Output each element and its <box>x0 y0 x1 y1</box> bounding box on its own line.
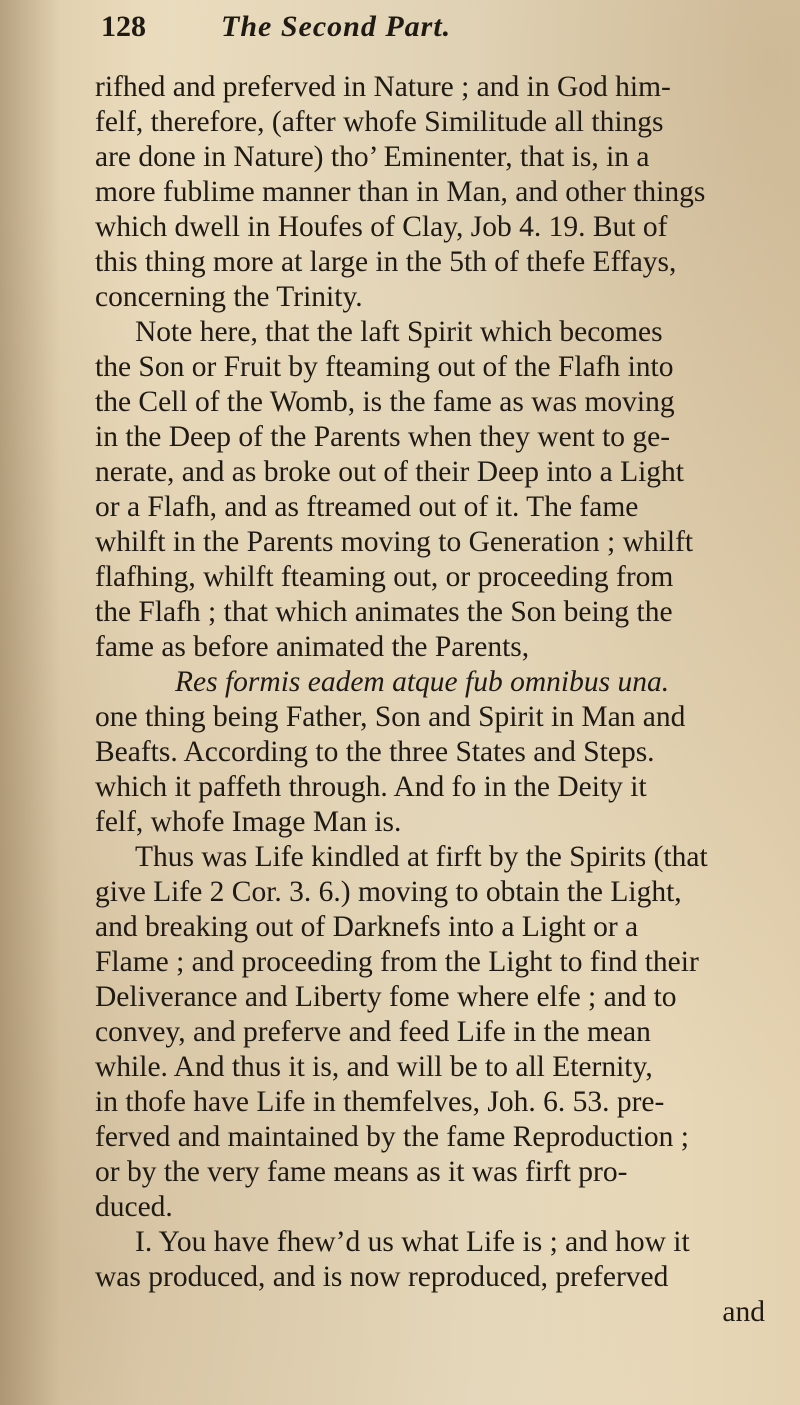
paragraph-start-line: Note here, that the laft Spirit which becomes <box>135 316 663 348</box>
text-line: Beafts. According to the three States and Steps. <box>95 736 655 768</box>
text-line: whilft in the Parents moving to Generation ; whilft <box>95 526 694 558</box>
text-line: was produced, and is now reproduced, preferved <box>95 1261 669 1293</box>
text-line: one thing being Father, Son and Spirit in Man and <box>95 701 686 733</box>
paragraph-start-line: I. You have fhew’d us what Life is ; and how it <box>135 1226 690 1258</box>
latin-quotation-line: Res formis eadem atque fub omnibus una. <box>175 666 670 698</box>
text-line: felf, whofe Image Man is. <box>95 806 402 838</box>
text-line: fame as before animated the Parents, <box>95 631 530 663</box>
text-line: ferved and maintained by the fame Reproduction ; <box>95 1121 689 1153</box>
text-line: convey, and preferve and feed Life in the mean <box>95 1016 651 1048</box>
text-line: give Life 2 Cor. 3. 6.) moving to obtain the Light, <box>95 876 682 908</box>
text-line: duced. <box>95 1191 173 1223</box>
text-line: flafhing, whilft fteaming out, or proceeding from <box>95 561 674 593</box>
text-line: which dwell in Houfes of Clay, Job 4. 19. But of <box>95 211 668 243</box>
text-line: or by the very fame means as it was firft pro- <box>95 1156 628 1188</box>
text-line: and breaking out of Darknefs into a Light or a <box>95 911 639 943</box>
running-head: The Second Part. <box>221 10 452 43</box>
text-line: in thofe have Life in themfelves, Joh. 6. 53. pre- <box>95 1086 665 1118</box>
page-number: 128 <box>101 10 146 43</box>
text-line: the Flafh ; that which animates the Son being the <box>95 596 673 628</box>
text-line: the Son or Fruit by fteaming out of the Flafh into <box>95 351 674 383</box>
text-line: this thing more at large in the 5th of thefe Effays, <box>95 246 677 278</box>
text-line: the Cell of the Womb, is the fame as was moving <box>95 386 675 418</box>
text-line: which it paffeth through. And fo in the Deity it <box>95 771 647 803</box>
text-line: in the Deep of the Parents when they went to ge- <box>95 421 671 453</box>
text-line: are done in Nature) tho’ Eminenter, that is, in a <box>95 141 650 173</box>
text-line: nerate, and as broke out of their Deep into a Light <box>95 456 684 488</box>
text-line: more fublime manner than in Man, and other things <box>95 176 706 208</box>
catchword: and <box>722 1296 765 1328</box>
text-line: rifhed and preferved in Nature ; and in God him- <box>95 71 671 103</box>
text-line: or a Flafh, and as ftreamed out of it. The fame <box>95 491 639 523</box>
text-line: Deliverance and Liberty fome where elfe ; and to <box>95 981 677 1013</box>
text-line: concerning the Trinity. <box>95 281 363 313</box>
page-gutter-shadow <box>0 0 60 1405</box>
text-line: felf, therefore, (after whofe Similitude all things <box>95 106 664 138</box>
page-header <box>95 10 775 70</box>
paragraph-start-line: Thus was Life kindled at firft by the Spirits (that <box>135 841 708 873</box>
text-line: while. And thus it is, and will be to all Eternity, <box>95 1051 653 1083</box>
text-line: Flame ; and proceeding from the Light to find their <box>95 946 699 978</box>
text-block <box>95 10 775 1330</box>
